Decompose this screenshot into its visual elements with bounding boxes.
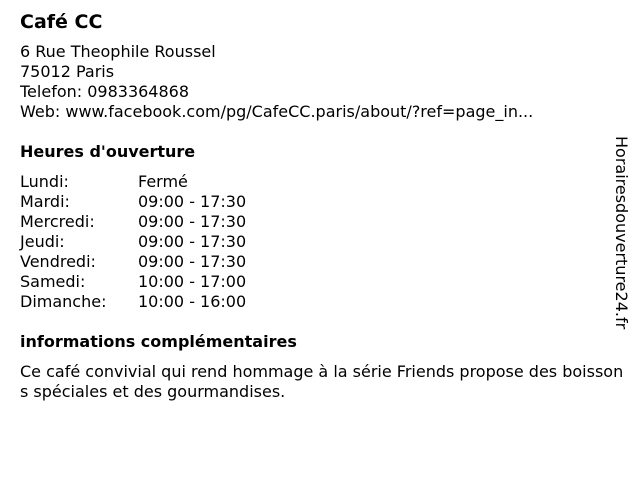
hours-row-samedi: [20, 272, 620, 292]
hours-row-lundi: [20, 172, 620, 192]
day-label: Mercredi:: [20, 212, 95, 231]
hours-row-mercredi: [20, 212, 620, 232]
day-hours: 09:00 - 17:30: [138, 252, 247, 271]
day-hours: 10:00 - 16:00: [138, 292, 247, 311]
hours-row-dimanche: [20, 292, 620, 312]
day-hours: 09:00 - 17:30: [138, 232, 247, 251]
hours-row-vendredi: [20, 252, 620, 272]
hours-row-mardi: [20, 192, 620, 212]
day-label: Jeudi:: [20, 232, 65, 251]
opening-hours-table: [20, 172, 620, 312]
day-label: Vendredi:: [20, 252, 96, 271]
day-hours: 09:00 - 17:30: [138, 192, 247, 211]
website-link[interactable]: Web: www.facebook.com/pg/CafeCC.paris/about/?ref=page_in...: [20, 102, 534, 121]
day-label: Mardi:: [20, 192, 70, 211]
day-hours: 09:00 - 17:30: [138, 212, 247, 231]
site-watermark: Horairesdouverture24.fr: [612, 136, 631, 330]
day-hours: 10:00 - 17:00: [138, 272, 247, 291]
hours-row-jeudi: [20, 232, 620, 252]
additional-info-text: Ce café convivial qui rend hommage à la série Friends propose des boissons spéciales et des gourmandises.: [20, 362, 624, 401]
day-label: Samedi:: [20, 272, 86, 291]
place-name: Café CC: [20, 11, 103, 33]
day-label: Lundi:: [20, 172, 69, 191]
day-hours: Fermé: [138, 172, 188, 191]
additional-info-heading: informations complémentaires: [20, 332, 297, 351]
day-label: Dimanche:: [20, 292, 107, 311]
phone-number: Telefon: 0983364868: [20, 82, 190, 101]
address-city: 75012 Paris: [20, 62, 115, 81]
opening-hours-heading: Heures d'ouverture: [20, 142, 196, 161]
address-street: 6 Rue Theophile Roussel: [20, 42, 216, 61]
